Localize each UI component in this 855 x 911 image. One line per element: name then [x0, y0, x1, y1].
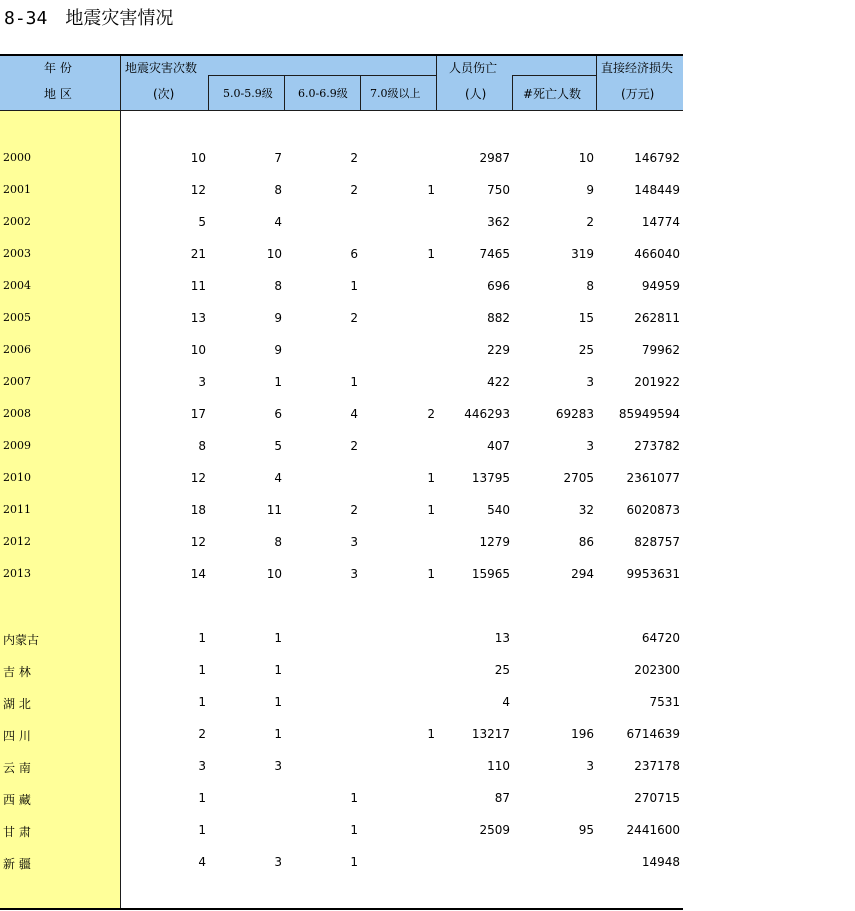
cell-loss: 6714639 [626, 727, 680, 741]
cell-casualties: 4 [502, 695, 510, 709]
cell-m7: 2 [427, 407, 435, 421]
cell-m5: 1 [274, 695, 282, 709]
header-divider [512, 75, 596, 76]
cell-loss: 2441600 [626, 823, 680, 837]
header-unit-person: (人) [465, 87, 487, 101]
cell-casualties: 540 [487, 503, 510, 517]
header-divider [596, 56, 597, 110]
cell-loss: 146792 [634, 151, 680, 165]
cell-deaths: 32 [578, 503, 594, 517]
cell-total: 12 [190, 183, 206, 197]
header-divider [120, 56, 121, 110]
cell-loss: 7531 [649, 695, 680, 709]
cell-casualties: 446293 [464, 407, 510, 421]
cell-m5: 8 [274, 279, 282, 293]
cell-m6: 1 [350, 375, 358, 389]
cell-casualties: 15965 [471, 567, 510, 581]
cell-total: 17 [190, 407, 206, 421]
cell-casualties: 229 [487, 343, 510, 357]
cell-m5: 5 [274, 439, 282, 453]
header-unit-times: (次) [153, 87, 175, 101]
cell-loss: 2361077 [626, 471, 680, 485]
row-year: 2008 [3, 407, 31, 420]
table-row [0, 660, 683, 680]
header-mag6: 6.0-6.9级 [298, 87, 348, 100]
cell-m5: 7 [274, 151, 282, 165]
table-row [0, 404, 683, 424]
row-year: 2003 [3, 247, 31, 260]
cell-m7: 1 [427, 471, 435, 485]
table-row [0, 564, 683, 584]
row-region: 吉 林 [3, 665, 31, 679]
cell-loss: 273782 [634, 439, 680, 453]
cell-loss: 828757 [634, 535, 680, 549]
table-header [0, 54, 683, 110]
cell-casualties: 110 [487, 759, 510, 773]
header-mag7: 7.0级以上 [370, 87, 421, 100]
header-econ-loss: 直接经济损失 [601, 61, 674, 75]
cell-total: 14 [190, 567, 206, 581]
header-deaths: #死亡人数 [523, 87, 582, 101]
table-row [0, 532, 683, 552]
table-row [0, 500, 683, 520]
table-bottom-rule [0, 908, 683, 910]
table-number: 8-34 [4, 8, 48, 29]
cell-deaths: 294 [571, 567, 594, 581]
row-region: 内蒙古 [3, 633, 40, 647]
cell-casualties: 13217 [471, 727, 510, 741]
cell-m7: 1 [427, 183, 435, 197]
cell-total: 1 [198, 823, 206, 837]
cell-m5: 4 [274, 471, 282, 485]
table-row [0, 372, 683, 392]
cell-casualties: 13795 [471, 471, 510, 485]
row-region: 甘 肃 [3, 825, 31, 839]
cell-m5: 9 [274, 343, 282, 357]
table-row [0, 180, 683, 200]
page-title [4, 4, 173, 30]
cell-casualties: 87 [494, 791, 510, 805]
cell-m5: 1 [274, 663, 282, 677]
row-year: 2006 [3, 343, 31, 356]
cell-deaths: 196 [571, 727, 594, 741]
cell-m6: 1 [350, 823, 358, 837]
header-mag5: 5.0-5.9级 [223, 87, 273, 100]
row-year: 2009 [3, 439, 31, 452]
cell-m6: 1 [350, 279, 358, 293]
header-divider [512, 75, 513, 110]
cell-total: 2 [198, 727, 206, 741]
cell-total: 18 [190, 503, 206, 517]
cell-m5: 11 [266, 503, 282, 517]
cell-total: 4 [198, 855, 206, 869]
cell-total: 1 [198, 631, 206, 645]
row-year: 2011 [3, 503, 31, 516]
header-region: 地 区 [44, 87, 72, 101]
cell-total: 3 [198, 375, 206, 389]
cell-deaths: 86 [578, 535, 594, 549]
cell-total: 12 [190, 535, 206, 549]
cell-m5: 8 [274, 183, 282, 197]
row-region: 云 南 [3, 761, 31, 775]
cell-loss: 6020873 [626, 503, 680, 517]
row-region: 西 藏 [3, 793, 31, 807]
cell-loss: 202300 [634, 663, 680, 677]
cell-m6: 2 [350, 151, 358, 165]
cell-deaths: 95 [578, 823, 594, 837]
cell-deaths: 3 [586, 375, 594, 389]
cell-m6: 3 [350, 567, 358, 581]
cell-m7: 1 [427, 567, 435, 581]
cell-loss: 9953631 [626, 567, 680, 581]
table-row [0, 788, 683, 808]
cell-m7: 1 [427, 727, 435, 741]
table-row [0, 276, 683, 296]
cell-loss: 14948 [641, 855, 680, 869]
cell-deaths: 2 [586, 215, 594, 229]
cell-m5: 10 [266, 247, 282, 261]
cell-m6: 1 [350, 855, 358, 869]
cell-m6: 2 [350, 183, 358, 197]
cell-deaths: 8 [586, 279, 594, 293]
table-row [0, 628, 683, 648]
cell-m7: 1 [427, 247, 435, 261]
cell-total: 21 [190, 247, 206, 261]
cell-loss: 270715 [634, 791, 680, 805]
cell-deaths: 15 [578, 311, 594, 325]
row-region: 四 川 [3, 729, 31, 743]
cell-loss: 94959 [641, 279, 680, 293]
row-year: 2000 [3, 151, 31, 164]
header-unit-wan: (万元) [621, 87, 655, 101]
cell-m6: 4 [350, 407, 358, 421]
cell-total: 1 [198, 791, 206, 805]
row-year: 2002 [3, 215, 31, 228]
cell-casualties: 422 [487, 375, 510, 389]
cell-total: 5 [198, 215, 206, 229]
table-row [0, 852, 683, 872]
cell-total: 10 [190, 151, 206, 165]
header-year: 年 份 [44, 61, 72, 75]
cell-total: 8 [198, 439, 206, 453]
row-year: 2004 [3, 279, 31, 292]
table-row [0, 756, 683, 776]
cell-deaths: 69283 [555, 407, 594, 421]
cell-casualties: 750 [487, 183, 510, 197]
cell-m5: 1 [274, 631, 282, 645]
cell-total: 3 [198, 759, 206, 773]
table-row [0, 468, 683, 488]
cell-casualties: 882 [487, 311, 510, 325]
cell-total: 1 [198, 663, 206, 677]
header-divider [360, 75, 361, 110]
cell-m6: 2 [350, 503, 358, 517]
cell-casualties: 13 [494, 631, 510, 645]
header-casualties: 人员伤亡 [449, 61, 498, 75]
header-divider [436, 56, 437, 110]
row-year: 2013 [3, 567, 31, 580]
cell-total: 10 [190, 343, 206, 357]
cell-m5: 3 [274, 855, 282, 869]
cell-m5: 4 [274, 215, 282, 229]
cell-m6: 2 [350, 439, 358, 453]
cell-casualties: 362 [487, 215, 510, 229]
cell-total: 1 [198, 695, 206, 709]
cell-m5: 3 [274, 759, 282, 773]
cell-m5: 1 [274, 375, 282, 389]
cell-loss: 148449 [634, 183, 680, 197]
cell-total: 12 [190, 471, 206, 485]
table-row [0, 436, 683, 456]
cell-m6: 6 [350, 247, 358, 261]
cell-deaths: 9 [586, 183, 594, 197]
cell-deaths: 10 [578, 151, 594, 165]
row-year: 2007 [3, 375, 31, 388]
cell-loss: 79962 [641, 343, 680, 357]
row-year: 2010 [3, 471, 31, 484]
cell-m5: 8 [274, 535, 282, 549]
cell-deaths: 319 [571, 247, 594, 261]
cell-casualties: 407 [487, 439, 510, 453]
row-year: 2001 [3, 183, 31, 196]
cell-m6: 1 [350, 791, 358, 805]
cell-loss: 237178 [634, 759, 680, 773]
cell-m5: 6 [274, 407, 282, 421]
cell-deaths: 3 [586, 439, 594, 453]
cell-m5: 9 [274, 311, 282, 325]
cell-total: 13 [190, 311, 206, 325]
cell-m6: 2 [350, 311, 358, 325]
cell-loss: 201922 [634, 375, 680, 389]
cell-casualties: 25 [494, 663, 510, 677]
cell-loss: 64720 [641, 631, 680, 645]
table-row [0, 724, 683, 744]
table-row [0, 212, 683, 232]
header-divider [284, 75, 285, 110]
header-divider [208, 75, 436, 76]
table-row [0, 244, 683, 264]
table-row [0, 820, 683, 840]
cell-m7: 1 [427, 503, 435, 517]
cell-loss: 14774 [641, 215, 680, 229]
cell-loss: 262811 [634, 311, 680, 325]
cell-deaths: 2705 [563, 471, 594, 485]
row-region: 新 疆 [3, 857, 31, 871]
cell-total: 11 [190, 279, 206, 293]
header-quake-count: 地震灾害次数 [125, 61, 198, 75]
row-year: 2005 [3, 311, 31, 324]
table-title: 地震灾害情况 [65, 8, 174, 29]
cell-casualties: 2987 [479, 151, 510, 165]
cell-casualties: 7465 [479, 247, 510, 261]
cell-deaths: 3 [586, 759, 594, 773]
cell-casualties: 1279 [479, 535, 510, 549]
cell-loss: 466040 [634, 247, 680, 261]
row-region: 湖 北 [3, 697, 31, 711]
table-row [0, 308, 683, 328]
header-divider [208, 75, 209, 110]
table-row [0, 148, 683, 168]
table-row [0, 340, 683, 360]
table-row [0, 692, 683, 712]
cell-deaths: 25 [578, 343, 594, 357]
cell-m5: 1 [274, 727, 282, 741]
cell-casualties: 2509 [479, 823, 510, 837]
cell-loss: 85949594 [618, 407, 680, 421]
row-year: 2012 [3, 535, 31, 548]
cell-casualties: 696 [487, 279, 510, 293]
cell-m6: 3 [350, 535, 358, 549]
cell-m5: 10 [266, 567, 282, 581]
